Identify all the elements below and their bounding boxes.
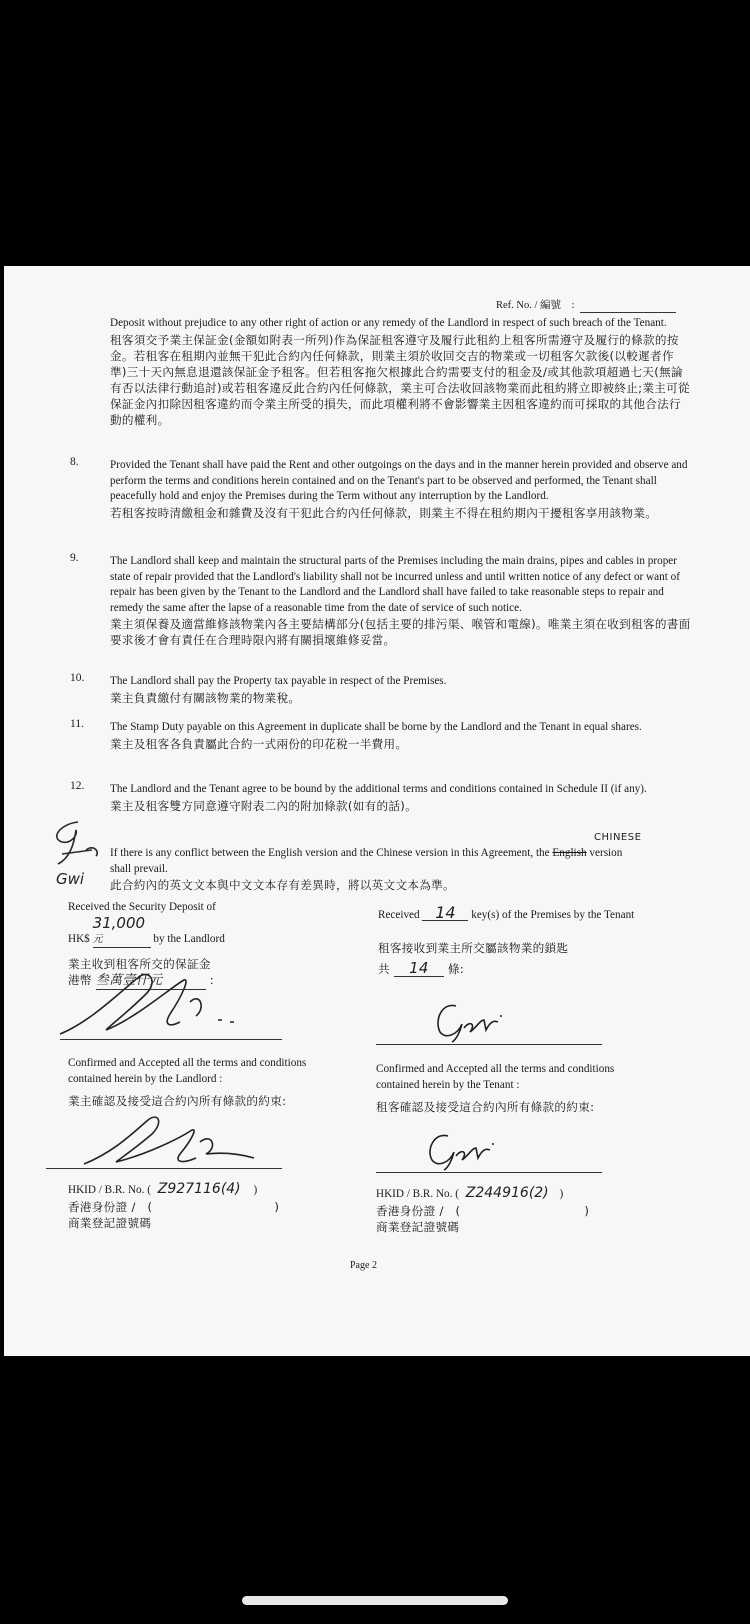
clause-number: 12. <box>70 780 85 792</box>
tenant-id-zh: 香港身份證 / ( ) <box>376 1203 590 1218</box>
landlord-signature-line-2 <box>46 1168 282 1169</box>
keys-received <box>378 903 698 977</box>
ref-no-label: Ref. No. / 編號 : <box>496 300 575 311</box>
tenant-signature-2 <box>424 1128 504 1172</box>
ref-no-line <box>580 312 676 313</box>
clause-9-en: The Landlord shall keep and maintain the structural parts of the Premises including the main drains, pipes and cables in proper state of repair provided that the Landlord's liability shall not be incurred unless and until written notice of any defect or want of repair has been given by the Tenant to the Landlord and the Landlord shall have failed to take reasonable steps to repair and remedy the same after the lapse of a reasonable time from the date of service of such notice. <box>110 555 680 614</box>
document-page <box>4 266 750 1356</box>
landlord-hkid-row: HKID / B.R. No. ( Z927116(4) ) <box>68 1181 258 1197</box>
key-count: 14 <box>422 906 468 921</box>
deposit-clause <box>110 316 690 428</box>
clause-10-en: The Landlord shall pay the Property tax payable in respect of the Premises. <box>110 675 447 687</box>
landlord-signature-line <box>60 1039 282 1040</box>
tenant-confirm-zh: 租客確認及接受這合約內所有條款的約束: <box>376 1100 595 1114</box>
deposit-en-b <box>68 913 328 948</box>
clause-13 <box>110 846 698 893</box>
clause-11-en: The Stamp Duty payable on this Agreement in duplicate shall be borne by the Landlord and the Tenant in equal shares. <box>110 721 642 733</box>
hkd-zh-label: 港幣 <box>68 972 92 987</box>
deposit-amount: 31,000元 <box>93 916 151 948</box>
page-number: Page 2 <box>350 1260 377 1271</box>
tenant-signature-line-2 <box>376 1172 602 1173</box>
clause-9-zh: 業主須保養及適當維修該物業內各主要結構部分(包括主要的排污渠、喉管和電線)。唯業主須在收到租客的書面要求後才會有責任在合理時限內將有關損壞維修妥當。 <box>110 617 691 647</box>
clause-10 <box>110 674 698 706</box>
tenant-confirm <box>376 1062 646 1115</box>
keys-zh-b: 共 14 條: <box>378 958 465 977</box>
landlord-signature <box>50 962 250 1042</box>
hk-dollar-label: HK$ <box>68 932 90 945</box>
deposit-clause-zh: 租客須交予業主保証金(金額如附表一所列)作為保証租客遵守及履行此租約上租客所需遵守及履行的條款的按金。若租客在租期內並無干犯此合約內任何條款，則業主須於收回交吉的物業或一切租客欠款後(以較遲者作準)三十天內無息退還該保証金予租客。但若租客拖欠根據此合約需要支付的租金及/或其他款項超過七天(無論有否以法律行動追討)或若租客違反此合約內任何條款，業主可合法收回該物業而此租約將立即被終止;業主可從保証金內扣除因租客違約而令業主所受的損失，而此項權利將不會影響業主因租客違約而可採取的其他合法行動的權利。 <box>110 332 690 427</box>
deposit-zh-a: 業主收到租客所交的保証金 <box>68 956 211 971</box>
deposit-amount-zh: 叁萬壹仟元 <box>96 973 206 990</box>
deposit-zh-b: 港幣 叁萬壹仟元 : <box>68 972 215 988</box>
clause-11 <box>110 720 698 752</box>
initials-text: Gwi <box>56 870 85 888</box>
clause-11-zh: 業主及租客各負責屬此合約一式兩份的印花稅一半費用。 <box>110 736 408 751</box>
clause-8 <box>110 458 698 521</box>
landlord-br-zh: 商業登記證號碼 <box>68 1215 152 1230</box>
home-indicator[interactable] <box>242 1596 508 1605</box>
deposit-clause-en: Deposit without prejudice to any other right of action or any remedy of the Landlord in respect of such breach of the Tenant. <box>110 317 667 329</box>
tenant-confirm-en: Confirmed and Accepted all the terms and conditions contained herein by the Tenant : <box>376 1063 615 1091</box>
landlord-signature-2 <box>64 1102 264 1172</box>
struck-english: English <box>552 847 587 859</box>
tenant-hkid-value: Z244916(2) <box>465 1185 549 1201</box>
tenant-br-zh: 商業登記證號碼 <box>376 1219 460 1234</box>
clause-number: 11. <box>70 718 84 730</box>
landlord-confirm-zh: 業主確認及接受這合約內所有條款的約束: <box>68 1094 287 1108</box>
keys-en: Received 14 key(s) of the Premises by the Tenant <box>378 903 635 922</box>
tenant-hkid <box>376 1186 636 1235</box>
tenant-signature-line <box>376 1044 602 1045</box>
clause-number: 9. <box>70 552 79 564</box>
landlord-confirm-en: Confirmed and Accepted all the terms and conditions contained herein by the Landlord : <box>68 1057 307 1085</box>
clause-13-en <box>110 846 698 877</box>
landlord-hkid <box>68 1182 318 1231</box>
clause-9 <box>110 554 698 648</box>
clause-13-en-a: If there is any conflict between the English version and the Chinese version in this Agreement, the <box>110 847 550 859</box>
key-count-zh: 14 <box>394 960 444 977</box>
clause-10-zh: 業主負責繳付有關該物業的物業稅。 <box>110 690 301 705</box>
clause-number: 10. <box>70 672 85 684</box>
clause-8-en: Provided the Tenant shall have paid the Rent and other outgoings on the days and in the manner herein provided and observe and perform the terms and conditions herein contained and on the Tenant's part to be observed and performed, the Tenant shall peacefully hold and enjoy the Premises during the Term without any interruption by the Landlord. <box>110 459 688 502</box>
landlord-id-zh: 香港身份證 / ( ) <box>68 1199 280 1214</box>
clause-12-zh: 業主及租客雙方同意遵守附表二內的附加條款(如有的話)。 <box>110 798 417 813</box>
keys-zh-a: 租客接收到業主所交屬該物業的鎖匙 <box>378 940 569 955</box>
by-landlord-label: by the Landlord <box>153 932 225 945</box>
deposit-en-a: Received the Security Deposit of <box>68 901 216 913</box>
clause-8-zh: 若租客按時清繳租金和雜費及沒有干犯此合約內任何條款，則業主不得在租約期內干擾租客享用該物業。 <box>110 505 658 520</box>
tenant-signature <box>430 998 520 1044</box>
clause-12 <box>110 782 698 814</box>
clause-13-zh: 此合約內的英文文本與中文文本存有差異時，將以英文文本為準。 <box>110 878 455 892</box>
landlord-hkid-value: Z927116(4) <box>157 1181 241 1197</box>
clause-13-en-b: version <box>589 847 623 859</box>
chinese-correction: CHINESE <box>594 832 642 843</box>
tenant-hkid-row: HKID / B.R. No. ( Z244916(2) ) <box>376 1185 564 1201</box>
clause-12-en: The Landlord and the Tenant agree to be bound by the additional terms and conditions contained in Schedule II (if any). <box>110 783 647 795</box>
clause-13-en-c: shall prevail. <box>110 862 168 875</box>
clause-number: 8. <box>70 456 79 468</box>
